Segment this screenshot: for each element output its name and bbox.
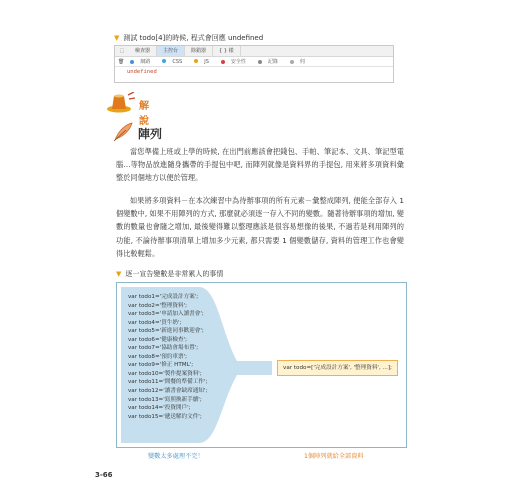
tab-style[interactable]: { } 樣 <box>213 46 241 56</box>
filter-js[interactable]: JS <box>194 59 215 65</box>
devtools-toolbar <box>115 46 393 57</box>
section-heading-text: 陣列 <box>138 127 163 141</box>
diagram-caption-text: 逐一宣告變數是非常累人的事情 <box>125 270 224 278</box>
code-line: var todo14='投資開戶'; <box>128 405 191 412</box>
array-code-box: var todo=['完成設計方案', '整理資料', ...]; <box>277 360 398 376</box>
triangle-bullet-icon: ▼ <box>116 270 122 278</box>
code-line: var todo5='新進同事歡迎會'; <box>128 328 204 335</box>
filter-logging[interactable]: 記錄 <box>258 58 284 65</box>
code-line: var todo11='開餐的準備工作'; <box>128 379 208 386</box>
label-one-array: 1個陣列就給全部資料 <box>304 453 364 460</box>
code-line: var todo3='申請加入讀書會'; <box>128 311 204 318</box>
explain-heading-text: 解說 <box>139 101 152 127</box>
filter-network[interactable]: 網路 <box>130 58 156 65</box>
caption-top <box>114 33 263 43</box>
filter-server[interactable]: 伺 <box>290 58 311 65</box>
label-too-many-vars: 變數太多處理不完！ <box>148 453 204 460</box>
page-number: 3-66 <box>95 471 113 479</box>
diagram-caption <box>116 269 223 279</box>
console-output: undefined <box>127 69 157 75</box>
filter-security[interactable]: 安全性 <box>221 58 252 65</box>
trash-icon[interactable]: 🗑 <box>118 58 125 65</box>
code-line: var todo15='遞送解約文件'; <box>128 413 202 420</box>
code-line: var todo4='買牛奶'; <box>128 319 182 326</box>
code-line: var todo6='健康檢查'; <box>128 336 187 343</box>
code-line: var todo9='修正 HTML'; <box>128 362 194 369</box>
caption-top-text: 測試 todo[4]的時候, 程式會回應 undefined <box>123 34 264 42</box>
variable-list <box>128 293 207 421</box>
devtools-screenshot <box>114 45 394 83</box>
feather-icon <box>112 122 134 142</box>
code-line: var todo10='製作提案資料'; <box>128 370 202 377</box>
devtools-filters <box>115 57 393 67</box>
magic-hat-icon <box>106 92 136 114</box>
code-line: var todo8='預約車票'; <box>128 353 187 360</box>
paragraph-intro: 當您準備上班或上學的時候, 在出門前應該會把錢包、手帕、筆記本、文具、筆記型電腦…等物品放進隨身攜帶的手提包中吧, 而陣列就像是資料界的手提包, 用來將多項資料彙整於同個地方以便於管理。 <box>116 147 404 183</box>
code-line: var todo2='整理資料'; <box>128 302 187 309</box>
tab-console[interactable]: 主控台 <box>157 46 185 56</box>
code-line: var todo1='完成設計方案'; <box>128 294 199 300</box>
inspect-icon[interactable]: ⬚ <box>119 48 125 54</box>
code-line: var todo12='讀書會缺席通知'; <box>128 388 208 395</box>
triangle-bullet-icon: ▼ <box>114 34 120 42</box>
code-line: var todo13='寫照換新手續'; <box>128 396 202 403</box>
filter-css[interactable]: CSS <box>162 59 188 65</box>
paragraph-detail: 如果將多項資料－在本次練習中為待辦事項的所有元素－彙整成陣列, 便能全部存入 1 個變數中, 如果不用陣列的方式, 那麼就必須逐一存入不同的變數。隨著待辦事項的增加, 變數的數量也會隨之增加, 最後變得難以整理應該是很容易想像的後果, 不過若是利用陣列的功能, 不論待辦事項清單上增加多少元素, 都只需要 1 個變數儲存, 資料的管理工作也會變得比較輕鬆。 <box>116 196 404 258</box>
code-line: var todo7='協助會場布置'; <box>128 345 199 352</box>
array-diagram <box>116 282 407 448</box>
tab-debugger[interactable]: 除錯器 <box>185 46 213 56</box>
tab-inspector[interactable]: 檢查器 <box>129 46 157 56</box>
